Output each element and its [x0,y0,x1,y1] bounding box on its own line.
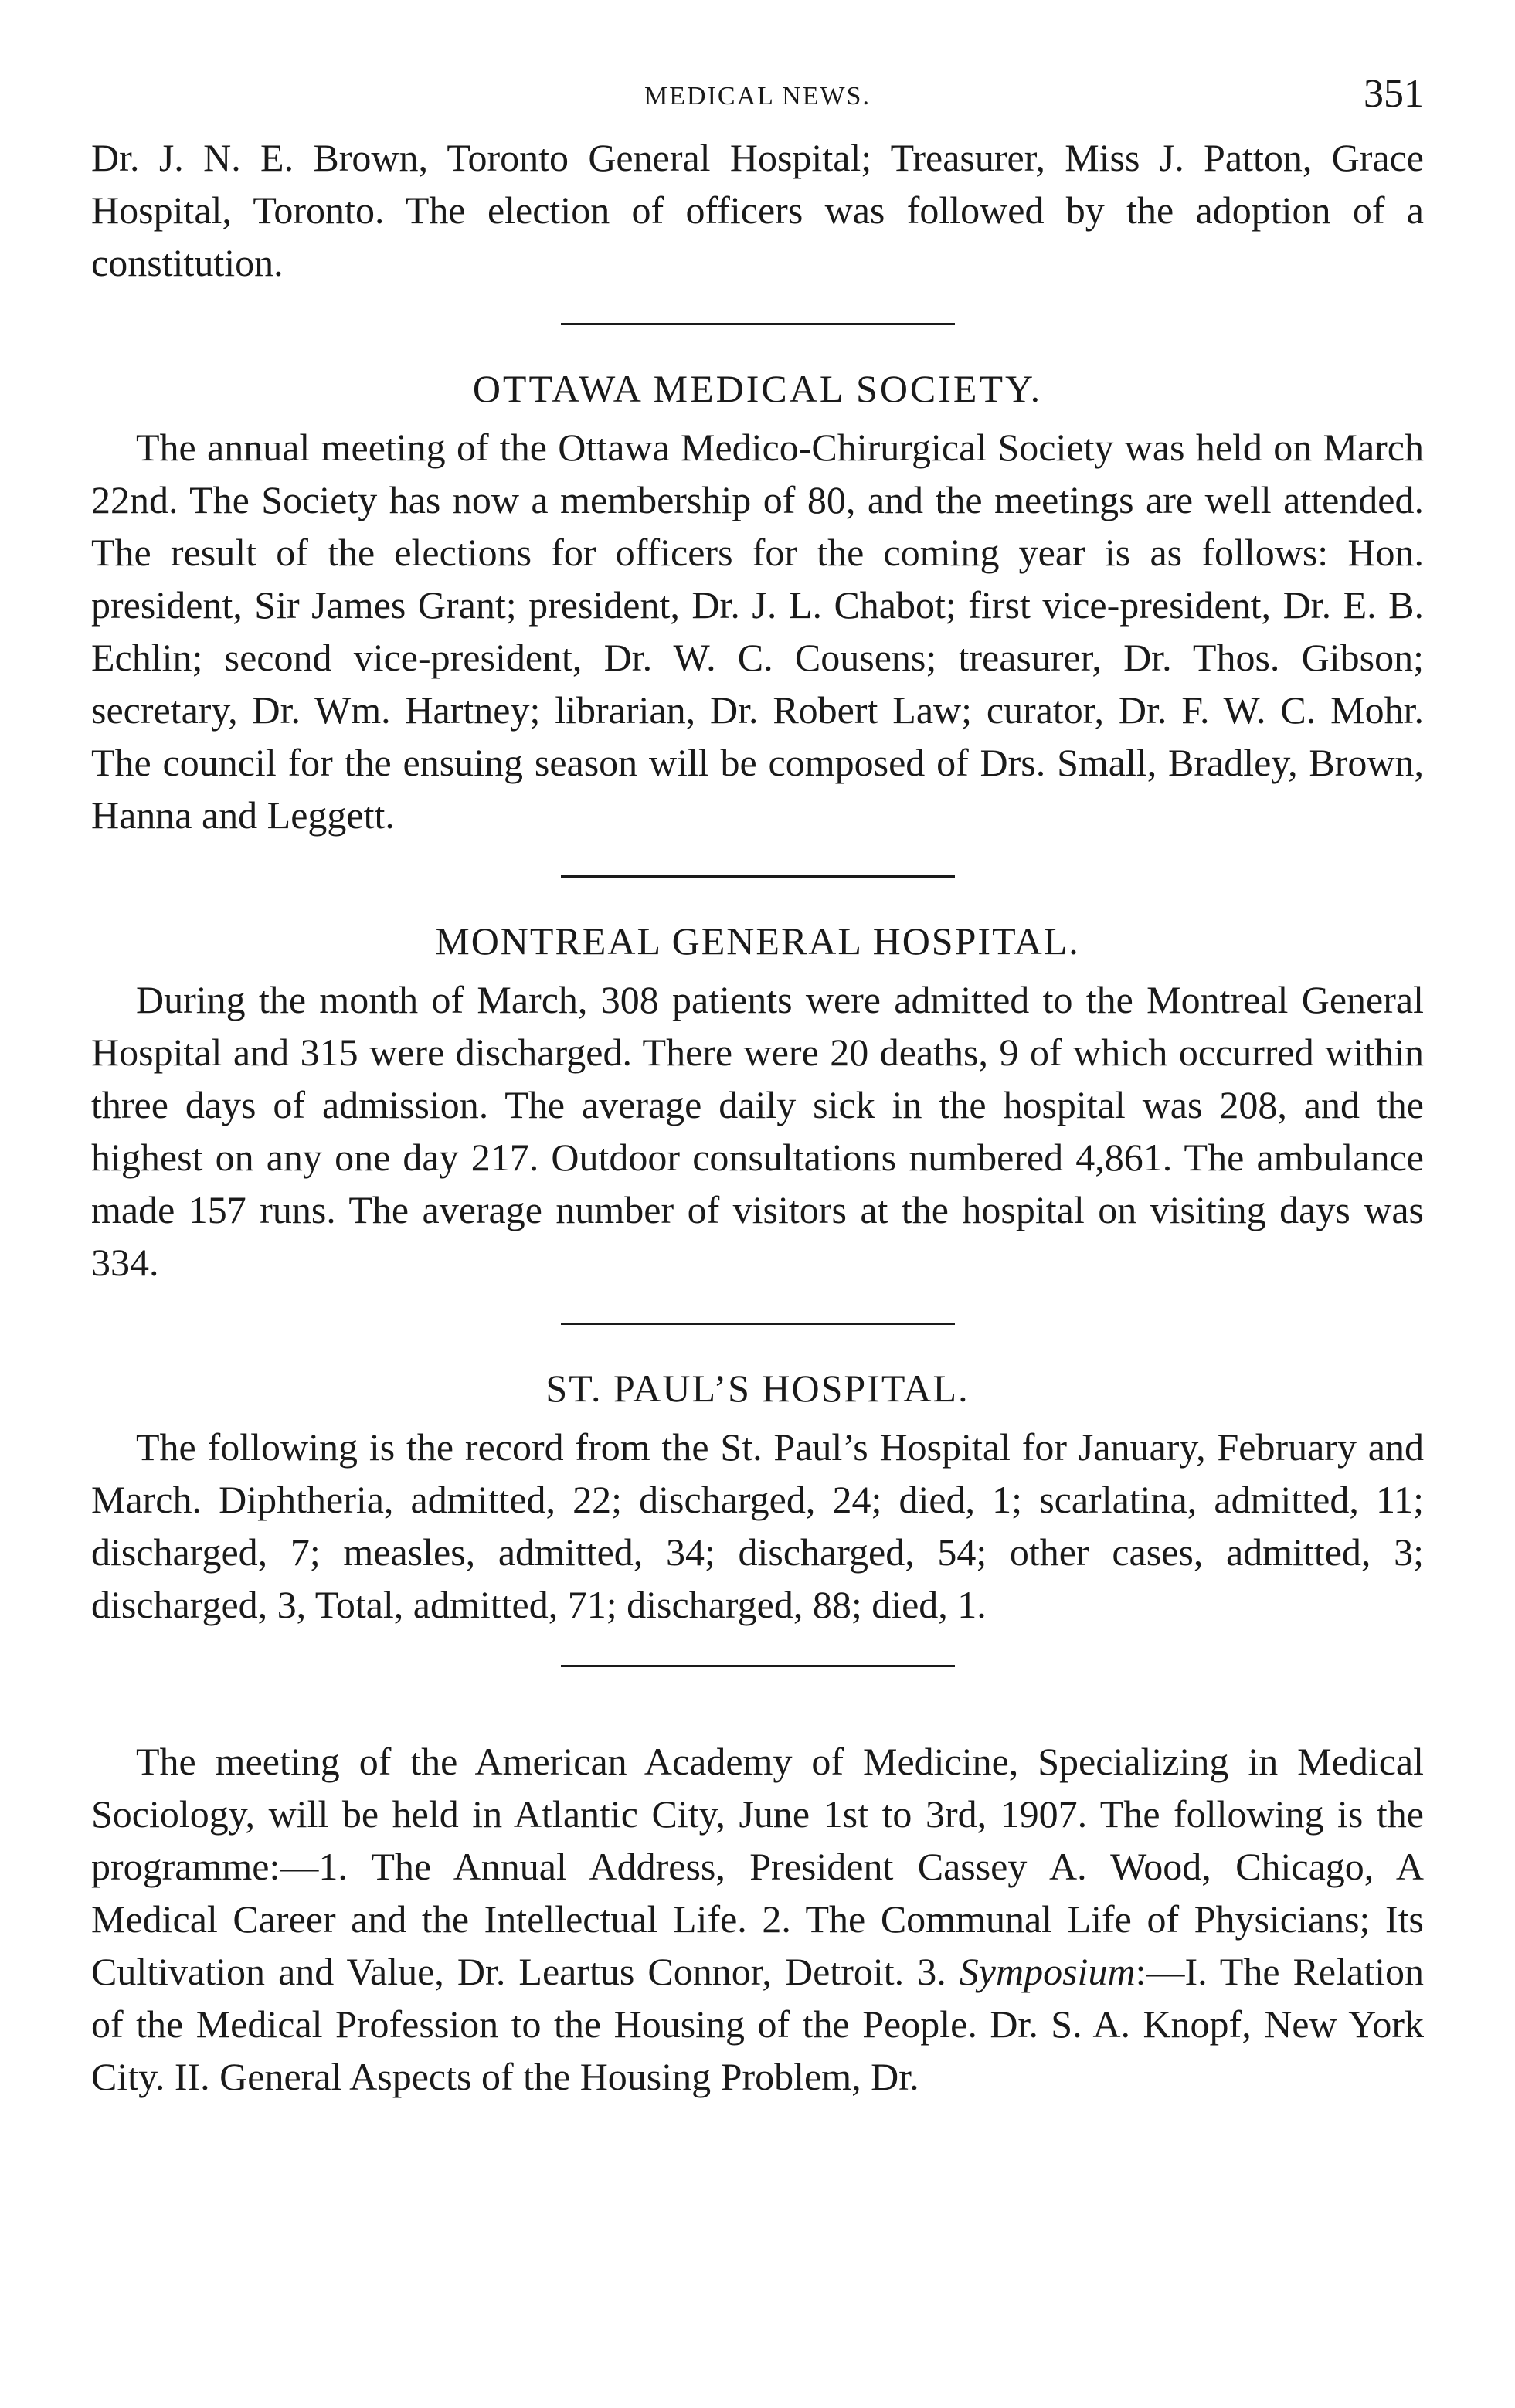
montreal-heading: MONTREAL GENERAL HOSPITAL. [435,919,1080,963]
ottawa-paragraph: The annual meeting of the Ottawa Medico-Chirurgical Society was held on March 22nd. The Society has now a membership of 80, and the meetings are well attended. The result of the elections for officers for the coming year is as follows: Hon. president, Sir James Grant; president, Dr. J. L. Chabot; first vice-president, Dr. E. B. Echlin; second vice-president, Dr. W. C. Cousens; treasurer, Dr. Thos. Gibson; secretary, Dr. Wm. Hartney; librarian, Dr. Robert Law; curator, Dr. F. W. C. Mohr. The council for the ensuing season will be composed of Drs. Small, Bradley, Brown, Hanna and Leggett. [91,426,1424,837]
st-pauls-paragraph: The following is the record from the St. Paul’s Hospital for January, February and March. Diphtheria, admitted, 22; discharged, 24; died, 1; scarlatina, admitted, 11; discharged, 7; measles, admitted, 34; discharged, 54; other cases, admitted, 3; discharged, 3, Total, admitted, 71; discharged, 88; died, 1. [91,1425,1424,1626]
montreal-paragraph: During the month of March, 308 patients were admitted to the Montreal General Hospital and 315 were discharged. There were 20 deaths, 9 of which occurred within three days of admission. The average daily sick in the hospital was 208, and the highest on any one day 217. Outdoor consultations numbered 4,861. The ambulance made 157 runs. The average number of visitors at the hospital on visiting days was 334. [91,978,1424,1284]
carryover-paragraph: Dr. J. N. E. Brown, Toronto General Hospital; Treasurer, Miss J. Patton, Grace Hospital, Toronto. The election of officers was followed by the adoption of a constitution. [91,136,1424,284]
section-divider [561,1665,955,1667]
ottawa-heading: OTTAWA MEDICAL SOCIETY. [472,367,1043,410]
academy-text-before: The meeting of the American Academy of Medicine, Specializing in Medical Sociology, will be held in Atlantic City, June 1st to 3rd, 1907. The following is the programme:—1. The Annual Address, President Cassey A. Wood, Chicago, A Medical Career and the Intellectual Life. 2. The Communal Life of Physicians; Its Cultivation and Value, Dr. Leartus Connor, Detroit. 3. [91,1740,1424,1993]
academy-paragraph [91,1735,1424,2103]
section-divider [561,323,955,325]
st-pauls-heading: ST. PAUL’S HOSPITAL. [545,1367,970,1410]
section-divider [561,1323,955,1325]
page-number: 351 [1364,72,1424,116]
symposium-label: Symposium [959,1950,1136,1993]
academy-text-after: :—I. The Relation of the Medical Profession to the Housing of the People. Dr. S. A. Knopf, New York City. II. General Aspects of the Housing Problem, Dr. [91,1950,1424,2098]
document-page [91,71,1424,2103]
running-title: MEDICAL NEWS. [644,82,871,110]
running-head [91,71,1424,117]
section-divider [561,875,955,878]
